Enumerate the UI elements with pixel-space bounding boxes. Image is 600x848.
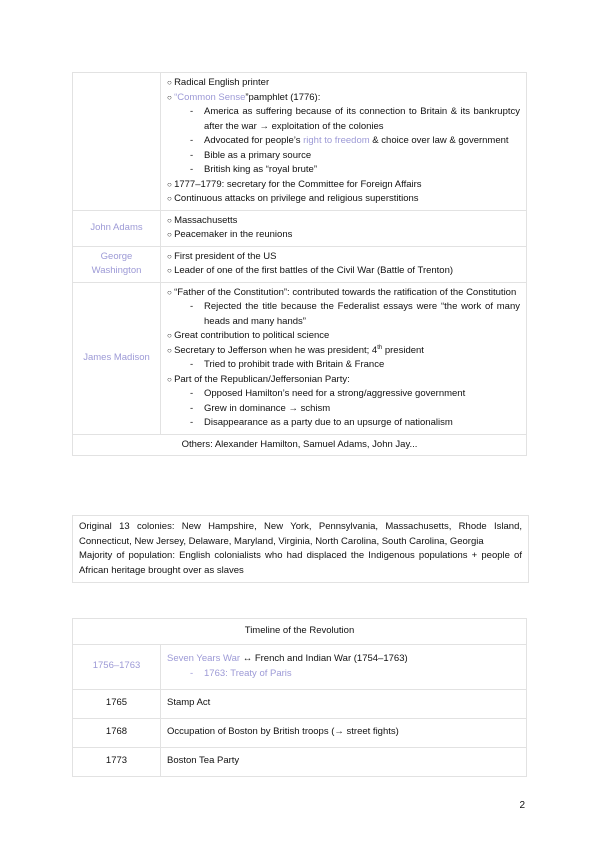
event-cell: Stamp Act: [161, 689, 527, 718]
year-cell: 1773: [73, 747, 161, 776]
list-item: ○ Massachusetts: [167, 214, 520, 229]
table-row: [73, 619, 527, 645]
table-row: [73, 718, 527, 747]
list-item: ○ Secretary to Jefferson when he was president; 4th president - Tried to prohibit trade with Britain & France: [167, 344, 520, 373]
name-cell: George Washington: [73, 246, 161, 282]
pamphlet-title: Common Sense: [177, 91, 246, 103]
table-row: [73, 434, 527, 456]
table-row: [73, 282, 527, 434]
sub-list-item: - Rejected the title because the Federalist essays were “the work of many heads and many hands”: [184, 300, 520, 329]
colonies-box: [72, 515, 529, 583]
event-cell: Boston Tea Party: [161, 747, 527, 776]
name-cell: James Madison: [73, 282, 161, 434]
sub-list-item: - Advocated for people’s right to freedom & choice over law & government: [184, 134, 520, 149]
sub-list-item: - Grew in dominance → schism: [184, 402, 520, 417]
list-item: ○ “Common Sense”pamphlet (1776): - America as suffering because of its connection to Britain & its bankruptcy after the war → exploitation of the colonies - Advocated for people’s right to freedom & choice over law & government - Bible as a primary source - British king as “royal brute”: [167, 91, 520, 178]
table-row: [73, 246, 527, 282]
others-cell: Others: Alexander Hamilton, Samuel Adams, John Jay...: [73, 434, 527, 456]
list-item: ○ Continuous attacks on privilege and religious superstitions: [167, 192, 520, 207]
details-cell: [161, 73, 527, 211]
list-item: ○ Radical English printer: [167, 76, 520, 91]
list-item: ○ Leader of one of the first battles of the Civil War (Battle of Trenton): [167, 264, 520, 279]
colonies-line: Original 13 colonies: New Hampshire, New York, Pennsylvania, Massachusetts, Rhode Island, Connecticut, New Jersey, Delaware, Maryland, Virginia, North Carolina, South Carolina, Georgia: [79, 521, 522, 547]
sub-list-item: - 1763: Treaty of Paris: [184, 667, 520, 682]
list-item: ○ 1777–1779: secretary for the Committee for Foreign Affairs: [167, 178, 520, 193]
year-cell: 1756–1763: [73, 644, 161, 689]
sub-list-item: - Disappearance as a party due to an upsurge of nationalism: [184, 416, 520, 431]
details-cell: [161, 210, 527, 246]
event-cell: Occupation of Boston by British troops (→ street fights): [161, 718, 527, 747]
details-cell: [161, 246, 527, 282]
founders-table: [72, 72, 527, 456]
table-row: [73, 210, 527, 246]
name-cell: John Adams: [73, 210, 161, 246]
list-item: ○ “Father of the Constitution”: contributed towards the ratification of the Constitution - Rejected the title because the Federalist essays were “the work of many heads and many hands”: [167, 286, 520, 330]
list-item: ○ Great contribution to political science: [167, 329, 520, 344]
sub-list-item: - Tried to prohibit trade with Britain & France: [184, 358, 520, 373]
population-line: Majority of population: English colonialists who had displaced the Indigenous populations + people of African heritage brought over as slaves: [79, 550, 522, 576]
sub-list-item: - Opposed Hamilton’s need for a strong/aggressive government: [184, 387, 520, 402]
year-cell: 1768: [73, 718, 161, 747]
table-row: [73, 644, 527, 689]
details-cell: [161, 282, 527, 434]
timeline-table: [72, 618, 527, 777]
table-row: [73, 73, 527, 211]
name-cell: [73, 73, 161, 211]
page-number: 2: [519, 800, 525, 811]
sub-list-item: - America as suffering because of its connection to Britain & its bankruptcy after the war → exploitation of the colonies: [184, 105, 520, 134]
table-row: [73, 747, 527, 776]
timeline-title: Timeline of the Revolution: [73, 619, 527, 645]
event-cell: Seven Years War ↔ French and Indian War (1754–1763) - 1763: Treaty of Paris: [161, 644, 527, 689]
table-row: [73, 689, 527, 718]
list-item: ○ First president of the US: [167, 250, 520, 265]
list-item: ○ Part of the Republican/Jeffersonian Party: - Opposed Hamilton’s need for a strong/aggressive government - Grew in dominance → schism - Disappearance as a party due to an upsurge of nationalism: [167, 373, 520, 431]
list-item: ○ Peacemaker in the reunions: [167, 228, 520, 243]
sub-list-item: - Bible as a primary source: [184, 149, 520, 164]
year-cell: 1765: [73, 689, 161, 718]
sub-list-item: - British king as “royal brute”: [184, 163, 520, 178]
